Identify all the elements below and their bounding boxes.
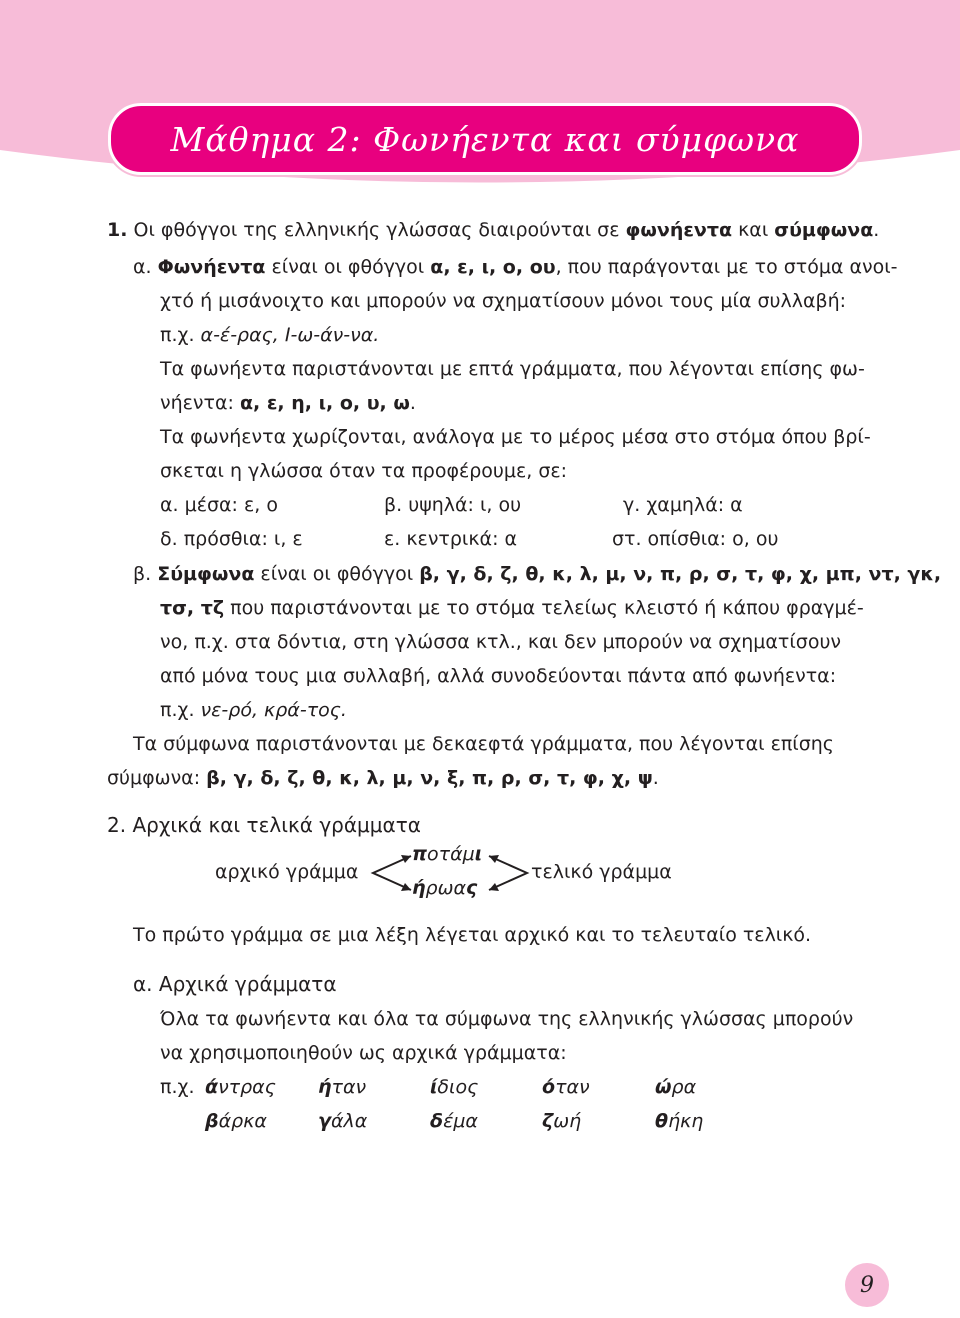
text: , που παράγονται με το στόμα ανοι- bbox=[555, 256, 898, 278]
text: . bbox=[873, 219, 880, 241]
initial-letter: β bbox=[205, 1110, 219, 1132]
text: ντρας bbox=[218, 1076, 276, 1098]
arrow-left-icon bbox=[365, 842, 415, 902]
term-consonants: σύμφωνα bbox=[774, 219, 874, 241]
section1-intro bbox=[107, 217, 879, 243]
examples-prefix: π.χ. bbox=[160, 1076, 195, 1098]
text: σύμφωνα: bbox=[107, 767, 207, 789]
arrow-right-icon bbox=[485, 842, 535, 902]
letters: α, ε, ι, ο, ου bbox=[430, 256, 556, 278]
grid-cell: α. μέσα: ε, ο bbox=[160, 494, 278, 516]
example-word-potami bbox=[412, 842, 482, 866]
initial-letter: δ bbox=[430, 1110, 444, 1132]
text: που παριστάνονται με το στόμα τελείως κλειστό ή κάπου φραγμέ- bbox=[224, 597, 864, 619]
text: . bbox=[409, 392, 416, 414]
subsection-text-line1: Όλα τα φωνήεντα και όλα τα σύμφωνα της ελληνικής γλώσσας μπορούν bbox=[160, 1008, 854, 1030]
vowels-example bbox=[160, 322, 379, 348]
final-letter-label: τελικό γράμμα bbox=[531, 861, 672, 883]
example-word bbox=[430, 1108, 478, 1134]
consonants-definition-line1 bbox=[133, 561, 941, 587]
letters: β, γ, δ, ζ, θ, κ, λ, μ, ν, π, ρ, σ, τ, φ, χ, μπ, ντ, γκ, bbox=[419, 563, 942, 585]
item-label: β. bbox=[133, 563, 152, 585]
initial-final-letter-diagram bbox=[215, 842, 685, 902]
example: νε-ρό, κρά-τος. bbox=[200, 699, 347, 721]
consonants-definition-line2 bbox=[160, 595, 864, 621]
text: διος bbox=[437, 1076, 479, 1098]
lesson-title-banner bbox=[108, 103, 862, 175]
subsection-heading: α. Αρχικά γράμματα bbox=[133, 972, 337, 996]
initial-letter: γ bbox=[318, 1110, 331, 1132]
text: ταν bbox=[331, 1076, 367, 1098]
consonants-definition-line3: νο, π.χ. στα δόντια, στη γλώσσα κτλ., και δεν μπορούν να σχηματίσουν bbox=[160, 631, 842, 653]
text: ρα bbox=[671, 1076, 697, 1098]
text: π.χ. bbox=[160, 699, 201, 721]
initial-letter: ή bbox=[412, 877, 426, 899]
consonants-letters-line2 bbox=[107, 765, 659, 791]
text: ρωα bbox=[425, 877, 467, 899]
grid-cell: δ. πρόσθια: ι, ε bbox=[160, 528, 303, 550]
letters: β, γ, δ, ζ, θ, κ, λ, μ, ν, ξ, π, ρ, σ, τ, φ, χ, ψ bbox=[206, 767, 653, 789]
section2-heading: 2. Αρχικά και τελικά γράμματα bbox=[107, 813, 421, 837]
example-word bbox=[655, 1108, 703, 1134]
page-number: 9 bbox=[845, 1263, 889, 1307]
text: άρκα bbox=[218, 1110, 267, 1132]
item-label: α. bbox=[133, 256, 152, 278]
example-word bbox=[430, 1074, 478, 1100]
initial-letter: ά bbox=[205, 1076, 219, 1098]
grid-cell: στ. οπίσθια: ο, ου bbox=[612, 528, 779, 550]
vowels-classification-line2: σκεται η γλώσσα όταν τα προφέρουμε, σε: bbox=[160, 460, 568, 482]
initial-letter-label: αρχικό γράμμα bbox=[215, 861, 359, 883]
initial-letter: π bbox=[412, 843, 428, 865]
vowels-letters-line1: Τα φωνήεντα παριστάνονται με επτά γράμματα, που λέγονται επίσης φω- bbox=[160, 358, 865, 380]
text: οτάμ bbox=[427, 843, 475, 865]
vowels-definition-line1 bbox=[133, 254, 898, 280]
initial-letter: ώ bbox=[655, 1076, 672, 1098]
term: Σύμφωνα bbox=[157, 563, 255, 585]
example-word bbox=[318, 1108, 367, 1134]
grid-cell: β. υψηλά: ι, ου bbox=[384, 494, 522, 516]
example-word bbox=[542, 1074, 590, 1100]
term: Φωνήεντα bbox=[157, 256, 266, 278]
text: Οι φθόγγοι της ελληνικής γλώσσας διαιρούνται σε bbox=[133, 219, 626, 241]
text: είναι οι φθόγγοι bbox=[254, 563, 420, 585]
lesson-title: Μάθημα 2: Φωνήεντα και σύμφωνα bbox=[170, 119, 800, 159]
text: ταν bbox=[555, 1076, 590, 1098]
letters: τσ, τζ bbox=[160, 597, 225, 619]
vowels-classification-line1: Τα φωνήεντα χωρίζονται, ανάλογα με το μέρος μέσα στο στόμα όπου βρί- bbox=[160, 426, 871, 448]
initial-letter: ί bbox=[430, 1076, 438, 1098]
initial-letter: θ bbox=[655, 1110, 669, 1132]
example-word bbox=[655, 1074, 696, 1100]
grid-cell: γ. χαμηλά: α bbox=[623, 494, 743, 516]
initial-final-sentence: Το πρώτο γράμμα σε μια λέξη λέγεται αρχικό και το τελευταίο τελικό. bbox=[133, 924, 812, 946]
text: π.χ. bbox=[160, 324, 201, 346]
vowels-letters-line2 bbox=[160, 390, 416, 416]
example-word-iroas bbox=[412, 876, 477, 900]
text: έμα bbox=[443, 1110, 478, 1132]
grid-cell: ε. κεντρικά: α bbox=[384, 528, 518, 550]
example-word bbox=[205, 1108, 267, 1134]
consonants-letters-line1: Τα σύμφωνα παριστάνονται με δεκαεφτά γράμματα, που λέγονται επίσης bbox=[133, 733, 834, 755]
letters: α, ε, η, ι, ο, υ, ω bbox=[239, 392, 410, 414]
text: ωή bbox=[553, 1110, 582, 1132]
consonants-definition-line4: από μόνα τους μια συλλαβή, αλλά συνοδεύονται πάντα από φωνήεντα: bbox=[160, 665, 837, 687]
term-vowels: φωνήεντα bbox=[625, 219, 733, 241]
text: . bbox=[652, 767, 659, 789]
text: και bbox=[732, 219, 775, 241]
final-letter: ς bbox=[466, 877, 478, 899]
initial-letter: ό bbox=[542, 1076, 556, 1098]
text: είναι οι φθόγγοι bbox=[265, 256, 431, 278]
initial-letter: ζ bbox=[542, 1110, 554, 1132]
final-letter: ι bbox=[474, 843, 483, 865]
subsection-text-line2: να χρησιμοποιηθούν ως αρχικά γράμματα: bbox=[160, 1042, 567, 1064]
text: νήεντα: bbox=[160, 392, 240, 414]
example-word bbox=[205, 1074, 276, 1100]
consonants-example bbox=[160, 697, 347, 723]
example-word bbox=[318, 1074, 366, 1100]
initial-letter: ή bbox=[318, 1076, 332, 1098]
section-number: 1. bbox=[107, 219, 128, 241]
text: ήκη bbox=[668, 1110, 704, 1132]
vowels-definition-line2: χτό ή μισάνοιχτο και μπορούν να σχηματίσουν μόνοι τους μία συλλαβή: bbox=[160, 290, 847, 312]
example: α-έ-ρας, Ι-ω-άν-να. bbox=[200, 324, 380, 346]
text: άλα bbox=[330, 1110, 368, 1132]
example-word bbox=[542, 1108, 581, 1134]
